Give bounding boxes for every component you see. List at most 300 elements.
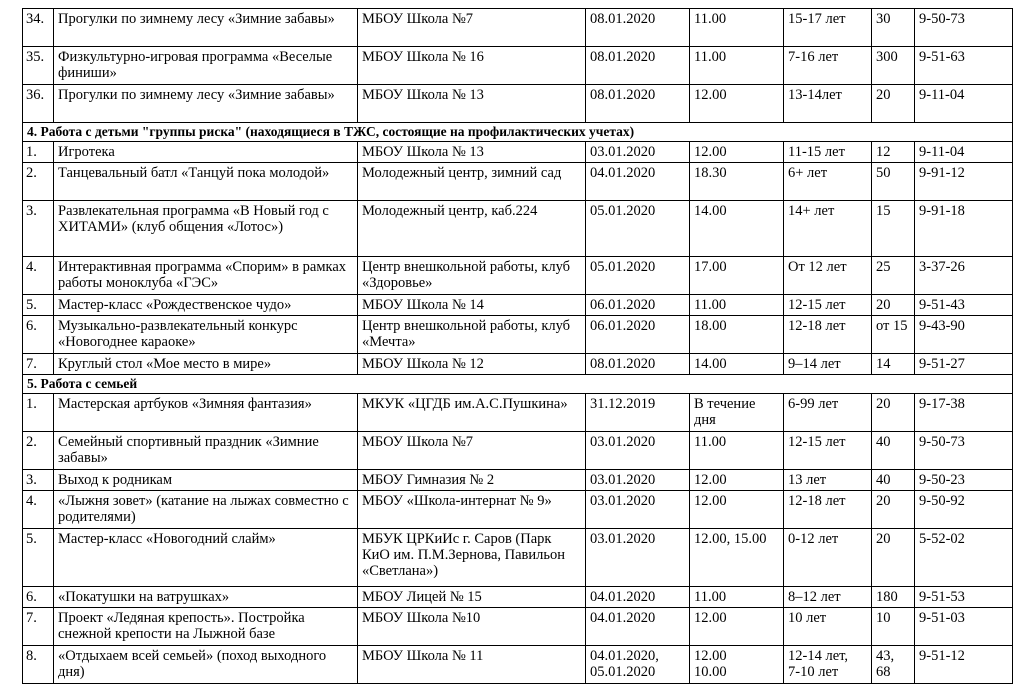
cell-name: [54, 470, 358, 491]
cell-text: 04.01.2020: [590, 165, 656, 181]
cell-date: [586, 201, 690, 257]
cell-age: [784, 529, 872, 587]
cell-time: [690, 316, 784, 354]
cell-name: [54, 85, 358, 123]
cell-text: Молодежный центр, зимний сад: [362, 165, 562, 181]
cell-text: 08.01.2020: [590, 11, 656, 27]
cell-text: 40: [876, 434, 891, 450]
cell-text: 12-15 лет: [788, 297, 846, 313]
cell-phone: [915, 295, 1013, 316]
cell-date: [586, 432, 690, 470]
cell-text: 36.: [26, 87, 45, 103]
cell-date: [586, 163, 690, 201]
cell-text: 18.30: [694, 165, 727, 181]
cell-time: [690, 608, 784, 646]
table-row: [23, 587, 1013, 608]
cell-n: [23, 529, 54, 587]
cell-name: [54, 432, 358, 470]
cell-text: МБОУ Школа № 14: [362, 297, 484, 313]
cell-text: 18.00: [694, 318, 727, 334]
cell-text: МБОУ «Школа-интернат № 9»: [362, 493, 552, 509]
cell-date: [586, 470, 690, 491]
cell-text: Музыкально-развлекательный конкурс «Новогоднее караоке»: [58, 318, 298, 350]
cell-text: 06.01.2020: [590, 318, 656, 334]
cell-date: [586, 587, 690, 608]
cell-text: 10 лет: [788, 610, 827, 626]
cell-text-second-line: 05.01.2020: [590, 664, 656, 680]
cell-text: От 12 лет: [788, 259, 847, 275]
cell-count: [872, 201, 915, 257]
cell-text: 6+ лет: [788, 165, 828, 181]
cell-text: 300: [876, 49, 898, 65]
cell-text: 30: [876, 11, 891, 27]
cell-text: 03.01.2020: [590, 472, 656, 488]
cell-time: [690, 85, 784, 123]
cell-phone: [915, 354, 1013, 375]
table-row: [23, 354, 1013, 375]
table-row: [23, 608, 1013, 646]
cell-time: [690, 394, 784, 432]
cell-text: 11-15 лет: [788, 144, 845, 160]
cell-text: 20: [876, 87, 891, 103]
cell-text: 12-18 лет: [788, 493, 846, 509]
cell-phone: [915, 394, 1013, 432]
table-row: [23, 529, 1013, 587]
cell-text: 04.01.2020: [590, 610, 656, 626]
cell-text: 9-50-73: [919, 11, 965, 27]
cell-text-second-line: 68: [876, 664, 891, 680]
cell-text: 14.00: [694, 356, 727, 372]
cell-text: 12.00: [694, 87, 727, 103]
cell-text: 12.00: [694, 610, 727, 626]
cell-place: [358, 257, 586, 295]
cell-time: [690, 470, 784, 491]
cell-text: 12.00: [694, 472, 727, 488]
cell-phone: [915, 163, 1013, 201]
cell-n: [23, 295, 54, 316]
cell-age: [784, 316, 872, 354]
table-row: [23, 201, 1013, 257]
cell-n: [23, 354, 54, 375]
cell-text-second-line: 7-10 лет: [788, 664, 839, 680]
cell-text: МБОУ Школа № 11: [362, 648, 484, 664]
cell-text: 35.: [26, 49, 45, 65]
cell-time: [690, 646, 784, 684]
cell-text: 9-11-04: [919, 87, 965, 103]
cell-text: 6-99 лет: [788, 396, 839, 412]
section-heading-row: [23, 375, 1013, 394]
cell-age: [784, 295, 872, 316]
cell-text: 03.01.2020: [590, 434, 656, 450]
cell-n: [23, 201, 54, 257]
cell-text: МКУК «ЦГДБ им.А.С.Пушкина»: [362, 396, 568, 412]
cell-text: 9-91-12: [919, 165, 965, 181]
cell-text: Физкультурно-игровая программа «Веселые финиши»: [58, 49, 333, 81]
cell-text: 4.: [26, 493, 37, 509]
cell-text: Центр внешкольной работы, клуб «Мечта»: [362, 318, 571, 350]
cell-count: [872, 394, 915, 432]
cell-age: [784, 432, 872, 470]
cell-text: В течение дня: [694, 396, 756, 428]
cell-phone: [915, 257, 1013, 295]
cell-place: [358, 432, 586, 470]
cell-text: 12.00, 15.00: [694, 531, 767, 547]
cell-text: 13-14лет: [788, 87, 842, 103]
cell-text: 9-50-23: [919, 472, 965, 488]
cell-place: [358, 587, 586, 608]
cell-count: [872, 491, 915, 529]
table-row: [23, 257, 1013, 295]
table-row: [23, 163, 1013, 201]
cell-text: 6.: [26, 318, 37, 334]
cell-phone: [915, 587, 1013, 608]
cell-text: Семейный спортивный праздник «Зимние забавы»: [58, 434, 319, 466]
cell-text: 12.00: [694, 648, 727, 664]
cell-text: Мастер-класс «Рождественское чудо»: [58, 297, 292, 313]
cell-n: [23, 316, 54, 354]
cell-text: 9-11-04: [919, 144, 965, 160]
cell-n: [23, 587, 54, 608]
cell-place: [358, 316, 586, 354]
cell-date: [586, 47, 690, 85]
cell-time: [690, 432, 784, 470]
cell-phone: [915, 47, 1013, 85]
cell-date: [586, 142, 690, 163]
cell-place: [358, 394, 586, 432]
events-table-body: [23, 9, 1013, 684]
cell-text: 9-43-90: [919, 318, 965, 334]
cell-name: [54, 201, 358, 257]
cell-age: [784, 470, 872, 491]
cell-text: 2.: [26, 434, 37, 450]
cell-text: «Отдыхаем всей семьей» (поход выходного дня): [58, 648, 327, 680]
cell-n: [23, 394, 54, 432]
cell-place: [358, 354, 586, 375]
cell-text: 08.01.2020: [590, 49, 656, 65]
cell-text: 12.00: [694, 493, 727, 509]
cell-name: [54, 491, 358, 529]
cell-name: [54, 587, 358, 608]
cell-phone: [915, 646, 1013, 684]
cell-n: [23, 163, 54, 201]
table-row: [23, 85, 1013, 123]
cell-text: «Покатушки на ватрушках»: [58, 589, 230, 605]
cell-text: 20: [876, 297, 891, 313]
cell-n: [23, 142, 54, 163]
table-row: [23, 470, 1013, 491]
cell-text: 25: [876, 259, 891, 275]
cell-time: [690, 142, 784, 163]
cell-text: 3.: [26, 203, 37, 219]
cell-text: Танцевальный батл «Танцуй пока молодой»: [58, 165, 330, 181]
cell-place: [358, 491, 586, 529]
cell-age: [784, 394, 872, 432]
cell-time: [690, 47, 784, 85]
cell-count: [872, 529, 915, 587]
cell-text: 3-37-26: [919, 259, 965, 275]
cell-text: 05.01.2020: [590, 259, 656, 275]
cell-date: [586, 394, 690, 432]
cell-age: [784, 201, 872, 257]
cell-text: МБОУ Школа № 13: [362, 144, 484, 160]
cell-text: 40: [876, 472, 891, 488]
cell-text: 20: [876, 493, 891, 509]
cell-text: 7.: [26, 356, 37, 372]
cell-age: [784, 163, 872, 201]
cell-n: [23, 47, 54, 85]
table-row: [23, 646, 1013, 684]
cell-text: МБОУ Лицей № 15: [362, 589, 482, 605]
cell-count: [872, 257, 915, 295]
cell-count: [872, 432, 915, 470]
cell-place: [358, 85, 586, 123]
cell-text: 43,: [876, 648, 895, 664]
cell-text: 12-14 лет,: [788, 648, 848, 664]
cell-n: [23, 85, 54, 123]
cell-age: [784, 47, 872, 85]
cell-text: Интерактивная программа «Спорим» в рамках работы моноклуба «ГЭС»: [58, 259, 347, 291]
cell-name: [54, 608, 358, 646]
cell-text: 03.01.2020: [590, 493, 656, 509]
cell-text: 5.: [26, 531, 37, 547]
table-row: [23, 491, 1013, 529]
events-table: [22, 8, 1013, 684]
cell-text: 4.: [26, 259, 37, 275]
cell-text: 9-50-73: [919, 434, 965, 450]
cell-text: МБОУ Гимназия № 2: [362, 472, 495, 488]
cell-text: 11.00: [694, 589, 727, 605]
cell-date: [586, 491, 690, 529]
cell-text: 0-12 лет: [788, 531, 839, 547]
cell-time: [690, 491, 784, 529]
table-row: [23, 9, 1013, 47]
cell-age: [784, 491, 872, 529]
cell-text: 9-51-03: [919, 610, 965, 626]
cell-text: МБУК ЦРКиИс г. Саров (Парк КиО им. П.М.Зернова, Павильон «Светлана»): [362, 531, 565, 579]
cell-text: МБОУ Школа № 12: [362, 356, 484, 372]
cell-time: [690, 257, 784, 295]
cell-text: 9–14 лет: [788, 356, 841, 372]
section-heading-row: [23, 123, 1013, 142]
cell-text: МБОУ Школа №7: [362, 11, 474, 27]
cell-time: [690, 587, 784, 608]
cell-count: [872, 354, 915, 375]
cell-text: 04.01.2020: [590, 589, 656, 605]
cell-text: МБОУ Школа № 13: [362, 87, 484, 103]
cell-text: 8–12 лет: [788, 589, 841, 605]
cell-name: [54, 295, 358, 316]
cell-text: Выход к родникам: [58, 472, 173, 488]
cell-text: 12: [876, 144, 891, 160]
cell-time: [690, 529, 784, 587]
cell-text: 11.00: [694, 49, 727, 65]
cell-text: Центр внешкольной работы, клуб «Здоровье»: [362, 259, 571, 291]
cell-date: [586, 646, 690, 684]
cell-n: [23, 470, 54, 491]
cell-text: 2.: [26, 165, 37, 181]
cell-age: [784, 587, 872, 608]
cell-age: [784, 608, 872, 646]
cell-text: 5.: [26, 297, 37, 313]
cell-count: [872, 163, 915, 201]
cell-time: [690, 295, 784, 316]
cell-time: [690, 9, 784, 47]
table-row: [23, 295, 1013, 316]
cell-name: [54, 394, 358, 432]
cell-text: 9-51-53: [919, 589, 965, 605]
cell-text: 10: [876, 610, 891, 626]
cell-name: [54, 9, 358, 47]
table-row: [23, 47, 1013, 85]
cell-count: [872, 587, 915, 608]
cell-place: [358, 163, 586, 201]
table-row: [23, 394, 1013, 432]
cell-count: [872, 47, 915, 85]
cell-text: 9-91-18: [919, 203, 965, 219]
cell-place: [358, 646, 586, 684]
cell-text: 03.01.2020: [590, 531, 656, 547]
cell-text: 8.: [26, 648, 37, 664]
cell-phone: [915, 9, 1013, 47]
cell-text: 20: [876, 531, 891, 547]
cell-name: [54, 646, 358, 684]
cell-text: 9-51-12: [919, 648, 965, 664]
cell-name: [54, 316, 358, 354]
cell-text: МБОУ Школа № 16: [362, 49, 484, 65]
cell-text: МБОУ Школа №10: [362, 610, 481, 626]
cell-n: [23, 432, 54, 470]
cell-name: [54, 163, 358, 201]
cell-text: 14+ лет: [788, 203, 835, 219]
cell-text: 11.00: [694, 434, 727, 450]
cell-age: [784, 354, 872, 375]
cell-text: от 15: [876, 318, 908, 334]
cell-count: [872, 142, 915, 163]
cell-date: [586, 316, 690, 354]
cell-text: 3.: [26, 472, 37, 488]
cell-name: [54, 354, 358, 375]
cell-phone: [915, 142, 1013, 163]
cell-name: [54, 47, 358, 85]
cell-phone: [915, 432, 1013, 470]
cell-text: 9-51-43: [919, 297, 965, 313]
cell-text: 34.: [26, 11, 45, 27]
cell-place: [358, 142, 586, 163]
cell-text: 9-51-27: [919, 356, 965, 372]
cell-age: [784, 142, 872, 163]
table-row: [23, 432, 1013, 470]
cell-date: [586, 85, 690, 123]
cell-place: [358, 47, 586, 85]
cell-text: 9-50-92: [919, 493, 965, 509]
cell-phone: [915, 470, 1013, 491]
cell-text: Развлекательная программа «В Новый год с ХИТАМИ» (клуб общения «Лотос»): [58, 203, 329, 235]
cell-text: 15: [876, 203, 891, 219]
cell-text: 13 лет: [788, 472, 827, 488]
cell-time: [690, 354, 784, 375]
cell-text: Прогулки по зимнему лесу «Зимние забавы»: [58, 11, 335, 27]
cell-phone: [915, 316, 1013, 354]
cell-phone: [915, 608, 1013, 646]
table-row: [23, 316, 1013, 354]
cell-name: [54, 142, 358, 163]
cell-text: 31.12.2019: [590, 396, 656, 412]
section-title: 4. Работа с детьми "группы риска" (находящиеся в ТЖС, состоящие на профилактических учетах): [23, 123, 1013, 142]
cell-age: [784, 85, 872, 123]
cell-text: 9-51-63: [919, 49, 965, 65]
cell-age: [784, 257, 872, 295]
cell-text: 11.00: [694, 11, 727, 27]
cell-name: [54, 529, 358, 587]
cell-text: 1.: [26, 144, 37, 160]
cell-n: [23, 491, 54, 529]
cell-phone: [915, 201, 1013, 257]
cell-text: 15-17 лет: [788, 11, 846, 27]
cell-text: 11.00: [694, 297, 727, 313]
cell-text: 06.01.2020: [590, 297, 656, 313]
cell-place: [358, 201, 586, 257]
cell-text: 6.: [26, 589, 37, 605]
table-row: [23, 142, 1013, 163]
cell-text: 14.00: [694, 203, 727, 219]
cell-text: 14: [876, 356, 891, 372]
cell-text: 05.01.2020: [590, 203, 656, 219]
cell-text: «Лыжня зовет» (катание на лыжах совместно с родителями): [58, 493, 349, 525]
cell-text: 1.: [26, 396, 37, 412]
cell-count: [872, 608, 915, 646]
cell-place: [358, 295, 586, 316]
cell-text: 08.01.2020: [590, 356, 656, 372]
cell-text: 50: [876, 165, 891, 181]
cell-count: [872, 470, 915, 491]
cell-time: [690, 201, 784, 257]
cell-text: 04.01.2020,: [590, 648, 659, 664]
cell-n: [23, 9, 54, 47]
cell-count: [872, 646, 915, 684]
cell-text: 7.: [26, 610, 37, 626]
cell-text: Прогулки по зимнему лесу «Зимние забавы»: [58, 87, 335, 103]
cell-date: [586, 529, 690, 587]
cell-age: [784, 9, 872, 47]
cell-age: [784, 646, 872, 684]
cell-text: 5-52-02: [919, 531, 965, 547]
cell-count: [872, 9, 915, 47]
cell-text: 12-15 лет: [788, 434, 846, 450]
cell-text: 20: [876, 396, 891, 412]
section-title: 5. Работа с семьей: [23, 375, 1013, 394]
cell-place: [358, 9, 586, 47]
cell-text: Проект «Ледяная крепость». Постройка снежной крепости на Лыжной базе: [58, 610, 305, 642]
cell-text: Круглый стол «Мое место в мире»: [58, 356, 272, 372]
cell-name: [54, 257, 358, 295]
cell-date: [586, 295, 690, 316]
cell-n: [23, 646, 54, 684]
cell-text: Мастерская артбуков «Зимняя фантазия»: [58, 396, 312, 412]
cell-date: [586, 257, 690, 295]
cell-text: Молодежный центр, каб.224: [362, 203, 538, 219]
cell-time: [690, 163, 784, 201]
cell-n: [23, 608, 54, 646]
cell-phone: [915, 529, 1013, 587]
cell-place: [358, 470, 586, 491]
cell-phone: [915, 491, 1013, 529]
cell-text: 12.00: [694, 144, 727, 160]
cell-count: [872, 295, 915, 316]
cell-text: 9-17-38: [919, 396, 965, 412]
cell-date: [586, 608, 690, 646]
cell-text-second-line: 10.00: [694, 664, 727, 680]
cell-text: 08.01.2020: [590, 87, 656, 103]
